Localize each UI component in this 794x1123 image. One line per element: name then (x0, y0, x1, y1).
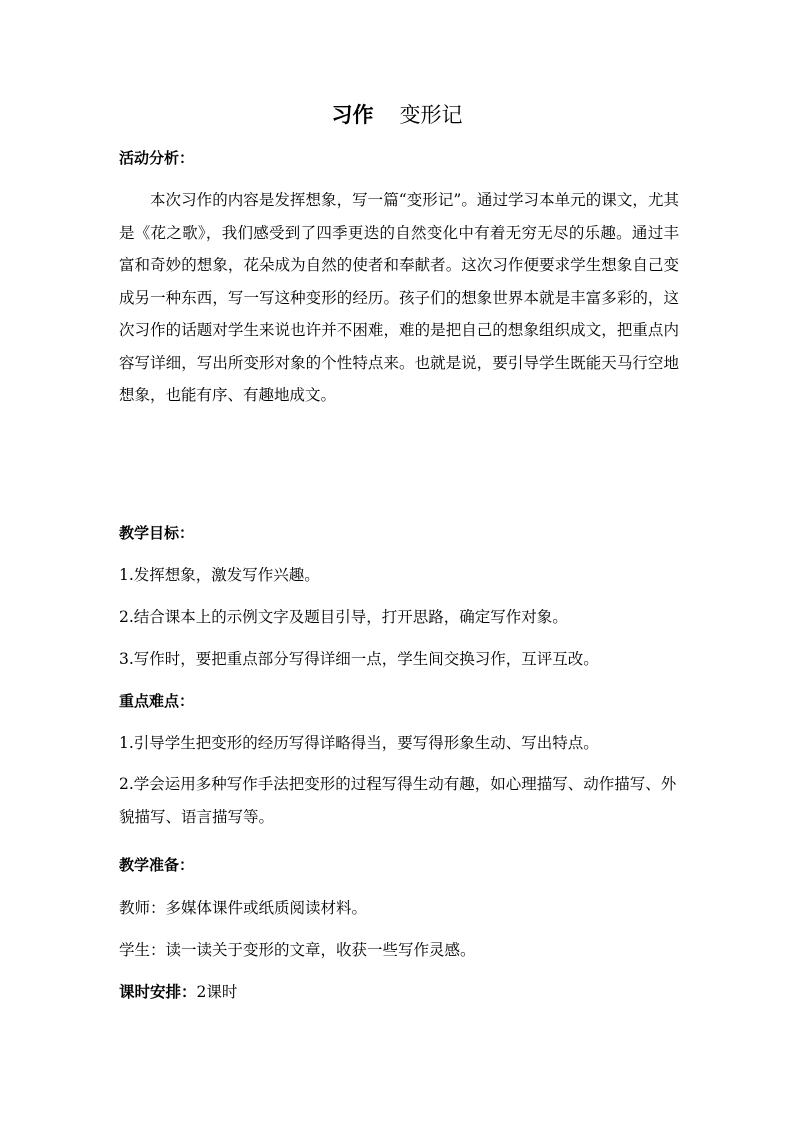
page-title (0, 100, 794, 130)
preparation-teacher: 教师：多媒体课件或纸质阅读材料。 (119, 899, 368, 917)
analysis-paragraph: 本次习作的内容是发挥想象，写一篇“变形记”。通过学习本单元的课文，尤其是《花之歌》，我们感受到了四季更迭的自然变化中有着无穷无尽的乐趣。通过丰富和奇妙的想象，花朵成为自然的使者和奉献者。这次习作便要求学生想象自己变成另一种东西，写一写这种变形的经历。孩子们的想象世界本就是丰富多彩的，这次习作的话题对学生来说也许并不困难，难的是把自己的想象组织成文，把重点内容写详细，写出所变形对象的个性特点来。也就是说，要引导学生既能天马行空地想象，也能有序、有趣地成文。 (119, 191, 679, 404)
key-points-heading: 重点难点： (119, 692, 195, 710)
analysis-heading: 活动分析： (119, 149, 195, 167)
key-point-item-2: 2.学会运用多种写作手法把变形的过程写得生动有趣，如心理描写、动作描写、外貌描写、语言描写等。 (119, 775, 677, 826)
preparation-student: 学生：读一读关于变形的文章，收获一些写作灵感。 (119, 941, 476, 959)
goal-item-2: 2.结合课本上的示例文字及题目引导，打开思路，确定写作对象。 (119, 608, 568, 626)
goals-heading: 教学目标： (119, 524, 195, 542)
schedule-line (119, 980, 689, 1004)
key-point-item-1: 1.引导学生把变形的经历写得详略得当，要写得形象生动、写出特点。 (119, 734, 599, 752)
schedule-label: 课时安排： (119, 983, 197, 1001)
goal-item-3: 3.写作时，要把重点部分写得详细一点，学生间交换习作，互评互改。 (119, 650, 599, 668)
preparation-heading: 教学准备： (119, 856, 195, 874)
goal-item-1: 1.发挥想象，激发写作兴趣。 (119, 566, 320, 584)
schedule-value: 2课时 (196, 983, 238, 1001)
title-main: 习作 (331, 103, 374, 127)
title-sub: 变形记 (399, 103, 463, 127)
